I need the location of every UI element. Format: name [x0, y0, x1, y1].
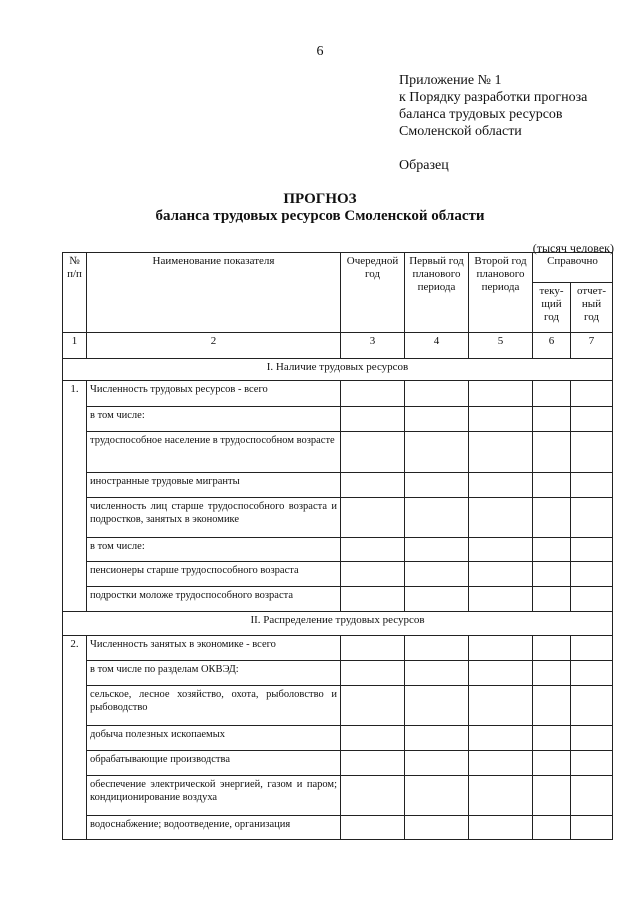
section-2-title: II. Распределение трудовых ресурсов — [63, 612, 613, 636]
table-row — [63, 407, 613, 432]
appendix-line: Смоленской области — [399, 124, 522, 139]
column-number: 7 — [571, 333, 613, 359]
table-row — [63, 381, 613, 407]
header-current-year: теку- щий год — [533, 283, 571, 333]
appendix-line: баланса трудовых ресурсов — [399, 107, 563, 122]
row-label: Численность занятых в экономике - всего — [87, 636, 341, 661]
row-label: трудоспособное население в трудоспособном возрасте — [87, 432, 341, 473]
column-number: 2 — [87, 333, 341, 359]
header-next-year: Очередной год — [341, 253, 405, 333]
row-label: сельское, лесное хозяйство, охота, рыболовство и рыбоводство — [87, 686, 341, 726]
column-number: 1 — [63, 333, 87, 359]
table-row — [63, 587, 613, 612]
section-1-title: I. Наличие трудовых ресурсов — [63, 359, 613, 381]
units-label: (тысяч человек) — [532, 241, 614, 255]
row-index: 1. — [63, 381, 87, 612]
table-row — [63, 751, 613, 776]
header-second-plan-year: Второй год планового периода — [469, 253, 533, 333]
appendix-line: Приложение № 1 — [399, 73, 502, 88]
title-line-2: баланса трудовых ресурсов Смоленской области — [155, 208, 485, 224]
title-line-1: ПРОГНОЗ — [283, 191, 357, 207]
header-num: № п/п — [63, 253, 87, 333]
row-label: обрабатывающие производства — [87, 751, 341, 776]
table-row — [63, 661, 613, 686]
table-row — [63, 726, 613, 751]
table-row — [63, 562, 613, 587]
row-index: 2. — [63, 636, 87, 840]
column-number: 4 — [405, 333, 469, 359]
row-label: численность лиц старше трудоспособного возраста и подростков, занятых в экономике — [87, 498, 341, 538]
header-name: Наименование показателя — [87, 253, 341, 333]
header-first-plan-year: Первый год планового периода — [405, 253, 469, 333]
column-number: 3 — [341, 333, 405, 359]
sample-label: Образец — [399, 158, 449, 173]
column-numbers-row — [63, 333, 613, 359]
row-label: иностранные трудовые мигранты — [87, 473, 341, 498]
column-number: 6 — [533, 333, 571, 359]
row-label: водоснабжение; водоотведение, организация — [87, 816, 341, 840]
row-label: обеспечение электрической энергией, газом и паром; кондиционирование воздуха — [87, 776, 341, 816]
table-row — [63, 498, 613, 538]
table-row — [63, 816, 613, 840]
table-row — [63, 686, 613, 726]
row-label: в том числе по разделам ОКВЭД: — [87, 661, 341, 686]
header-reference: Справочно — [533, 253, 613, 283]
appendix-header — [399, 72, 587, 140]
header-reporting-year: отчет- ный год — [571, 283, 613, 333]
table-row — [63, 473, 613, 498]
row-label: в том числе: — [87, 407, 341, 432]
document-title — [0, 191, 640, 225]
row-label: подростки моложе трудоспособного возраста — [87, 587, 341, 612]
row-label: пенсионеры старше трудоспособного возраста — [87, 562, 341, 587]
row-label: Численность трудовых ресурсов - всего — [87, 381, 341, 407]
table-row — [63, 432, 613, 473]
table-row — [63, 538, 613, 562]
appendix-line: к Порядку разработки прогноза — [399, 90, 588, 105]
forecast-table — [62, 252, 613, 840]
table-row — [63, 636, 613, 661]
table-row — [63, 776, 613, 816]
row-label: добыча полезных ископаемых — [87, 726, 341, 751]
page-number: 6 — [316, 44, 324, 59]
column-number: 5 — [469, 333, 533, 359]
row-label: в том числе: — [87, 538, 341, 562]
